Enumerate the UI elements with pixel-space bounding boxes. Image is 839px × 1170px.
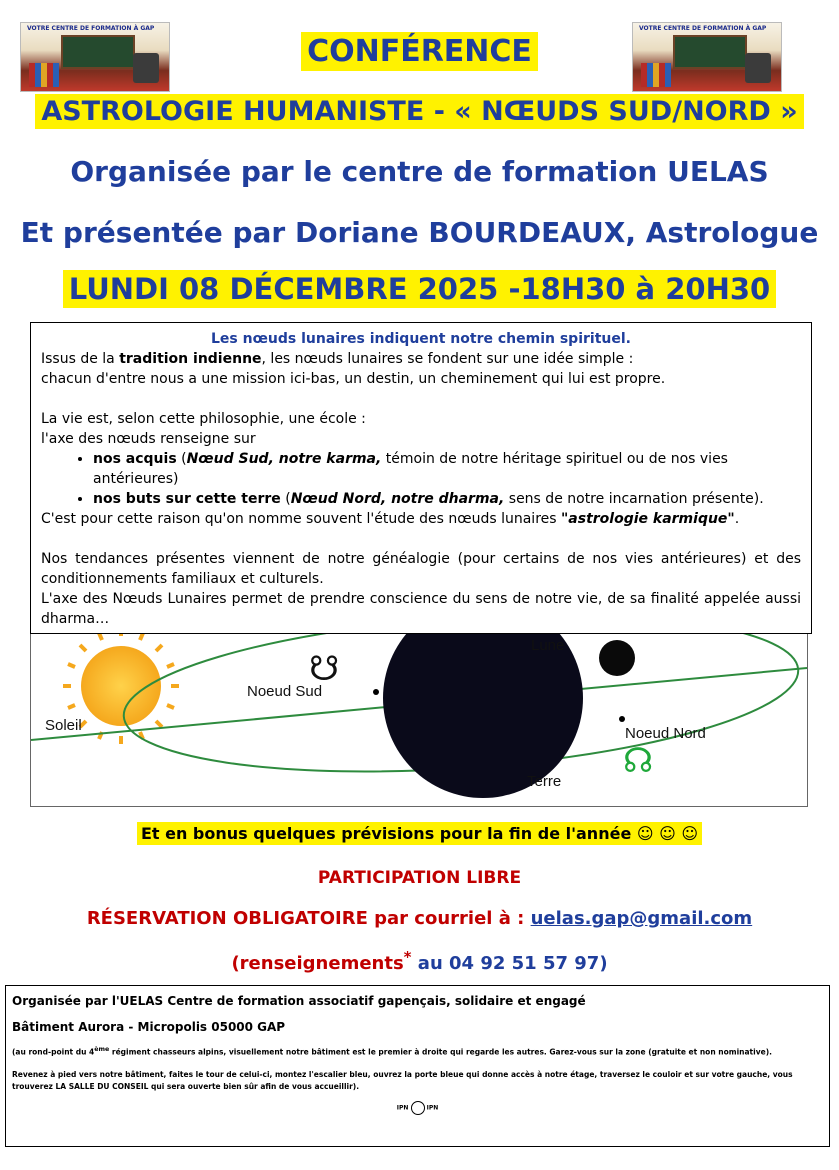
north-node-dot [619, 716, 625, 722]
soleil-label: Soleil [45, 717, 82, 734]
reservation-line: RÉSERVATION OBLIGATOIRE par courriel à : uelas.gap@gmail.com [86, 908, 753, 929]
logo-caption: VOTRE CENTRE DE FORMATION À GAP [27, 25, 155, 32]
location-line-2: Bâtiment Aurora - Micropolis 05000 GAP [12, 1020, 286, 1034]
moon-circle [599, 640, 635, 676]
intro-paragraph-1: Issus de la tradition indienne, les nœuds lunaires se fondent sur une idée simple : [41, 351, 634, 367]
info-line: (renseignements* au 04 92 51 57 97) [231, 948, 608, 974]
location-line-4: Revenez à pied vers notre bâtiment, faites le tour de celui-ci, montez l'escalier bleu, ouvrez la porte bleue qui donne accès à notre étage, traversez le couloir et sur votre gauche, vous trouverez LA SALLE DU CONSEIL qui sera ouverte bien sûr afin de vous accueillir). [12, 1069, 793, 1091]
noeud-nord-label: Noeud Nord [625, 725, 706, 742]
intro-text-box [30, 322, 812, 634]
intro-paragraph-2b: l'axe des nœuds renseigne sur [41, 431, 256, 447]
logo-caption: VOTRE CENTRE DE FORMATION À GAP [639, 25, 767, 32]
bonus-line: Et en bonus quelques prévisions pour la fin de l'année ☺ ☺ ☺ [0, 824, 839, 843]
intro-paragraph-4b: L'axe des Nœuds Lunaires permet de prendre conscience du sens de notre vie, de sa finalité appelée aussi dharma… [41, 591, 801, 627]
south-node-symbol-icon: ☋ [309, 649, 340, 689]
location-info-box [5, 985, 830, 1147]
ipn-emblem-icon [411, 1101, 425, 1115]
intro-paragraph-2: La vie est, selon cette philosophie, une école : [41, 411, 366, 427]
presenter-line: Et présentée par Doriane BOURDEAUX, Astrologue [20, 216, 819, 249]
organizer-line: Organisée par le centre de formation UELAS [70, 155, 769, 188]
noeud-sud-label: Noeud Sud [247, 683, 323, 700]
intro-paragraph-3: C'est pour cette raison qu'on nomme souvent l'étude des nœuds lunaires "astrologie karmique". [41, 511, 740, 527]
bullet-acquis: • nos acquis (Nœud Sud, notre karma, témoin de notre héritage spirituel ou de nos vies antérieures) [93, 449, 801, 489]
intro-paragraph-1b: chacun d'entre nous a une mission ici-bas, un destin, un cheminement qui lui est propre. [41, 371, 666, 387]
terre-label: Terre [527, 773, 562, 790]
intro-paragraph-4: Nos tendances présentes viennent de notre généalogie (pour certains de nos vies antérieures) et des conditionnements familiaux et culturels. [41, 551, 801, 587]
ipn-logo: IPN IPN [12, 1101, 823, 1115]
conference-title: CONFÉRENCE [0, 34, 839, 69]
lune-label: Lune [531, 637, 565, 654]
event-date: LUNDI 08 DÉCEMBRE 2025 -18H30 à 20H30 [0, 272, 839, 306]
intro-heading: Les nœuds lunaires indiquent notre chemin spirituel. [211, 331, 631, 347]
email-link[interactable]: uelas.gap@gmail.com [530, 908, 753, 929]
location-line-3: (au rond-point du 4ème régiment chasseurs alpins, visuellement notre bâtiment est le premier à droite qui regarde les autres. Garez-vous sur la zone (gratuite et non nominative). [12, 1046, 772, 1057]
south-node-dot [373, 689, 379, 695]
north-node-symbol-icon: ☊ [623, 741, 654, 781]
location-line-1: Organisée par l'UELAS Centre de formation associatif gapençais, solidaire et engagé [12, 994, 586, 1008]
participation-libre: PARTICIPATION LIBRE [317, 868, 522, 888]
bullet-buts: • nos buts sur cette terre (Nœud Nord, notre dharma, sens de notre incarnation présente). [93, 489, 801, 509]
subject-title: ASTROLOGIE HUMANISTE - « NŒUDS SUD/NORD » [0, 96, 839, 127]
